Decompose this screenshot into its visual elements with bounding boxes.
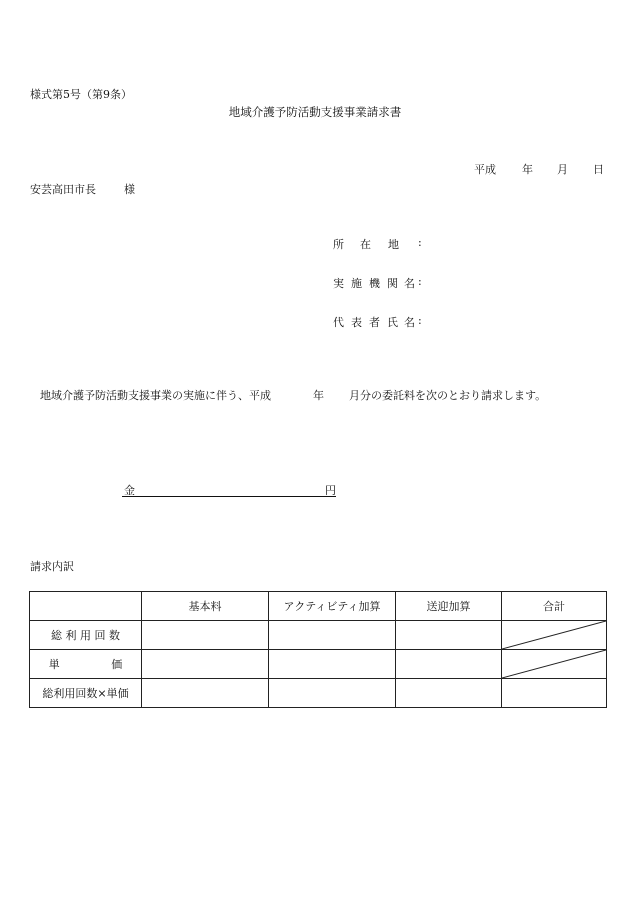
table-header-cell: 送迎加算: [396, 592, 502, 621]
table-cell: [142, 621, 269, 650]
breakdown-label: 請求内訳: [30, 560, 74, 573]
date-year: 年: [522, 163, 533, 176]
date-month: 月: [557, 163, 568, 176]
table-row-label: 総利用回数×単価: [30, 679, 142, 708]
diagonal-line: [502, 621, 606, 649]
table-row: [30, 679, 607, 708]
field-representative-colon: :: [418, 314, 422, 327]
field-representative-char: 名: [404, 316, 415, 329]
table-row: [30, 650, 607, 679]
field-institution-colon: :: [418, 275, 422, 288]
table-row-label: 単 価: [30, 650, 142, 679]
table-row: [30, 621, 607, 650]
field-institution-char: 施: [351, 277, 362, 290]
table-cell: [396, 679, 502, 708]
field-address-char: 地: [388, 238, 399, 251]
table-cell: [269, 650, 396, 679]
form-number: 様式第5号（第9条）: [30, 88, 132, 101]
field-representative-char: 代: [333, 316, 344, 329]
table-header-cell: アクティビティ加算: [269, 592, 396, 621]
field-institution-char: 名: [404, 277, 415, 290]
field-institution-char: 実: [333, 277, 344, 290]
field-representative-char: 者: [369, 316, 380, 329]
date-era: 平成: [474, 163, 496, 176]
request-statement-part1: 地域介護予防活動支援事業の実施に伴う、平成: [40, 389, 271, 402]
date-day: 日: [593, 163, 604, 176]
table-cell-diagonal: [502, 650, 607, 679]
amount-suffix: 円: [325, 484, 336, 497]
diagonal-line: [502, 650, 606, 678]
table-header-cell: [30, 592, 142, 621]
table-cell: [142, 679, 269, 708]
table-cell: [396, 621, 502, 650]
field-address-char: 所: [333, 238, 344, 251]
table-cell: [502, 679, 607, 708]
field-representative-char: 表: [351, 316, 362, 329]
addressee-name: 安芸高田市長: [30, 183, 96, 196]
field-representative-char: 氏: [387, 316, 398, 329]
table-cell-diagonal: [502, 621, 607, 650]
table-cell: [396, 650, 502, 679]
addressee-honorific: 様: [124, 183, 135, 196]
request-statement-part3: 月分の委託料を次のとおり請求します。: [349, 389, 547, 402]
table-cell: [142, 650, 269, 679]
table-row-label: 総 利 用 回 数: [30, 621, 142, 650]
field-address-char: 在: [360, 238, 371, 251]
table-cell: [269, 621, 396, 650]
table-header-cell: 合計: [502, 592, 607, 621]
field-address-colon: :: [418, 236, 422, 249]
amount-line: [122, 482, 336, 497]
field-institution-char: 機: [369, 277, 380, 290]
document-title: 地域介護予防活動支援事業請求書: [228, 105, 402, 119]
table-header-row: [30, 592, 607, 621]
table-header-cell: 基本料: [142, 592, 269, 621]
breakdown-table: [29, 591, 607, 708]
field-institution-char: 関: [387, 277, 398, 290]
amount-prefix: 金: [124, 484, 135, 497]
table-cell: [269, 679, 396, 708]
request-statement-year: 年: [313, 389, 324, 402]
